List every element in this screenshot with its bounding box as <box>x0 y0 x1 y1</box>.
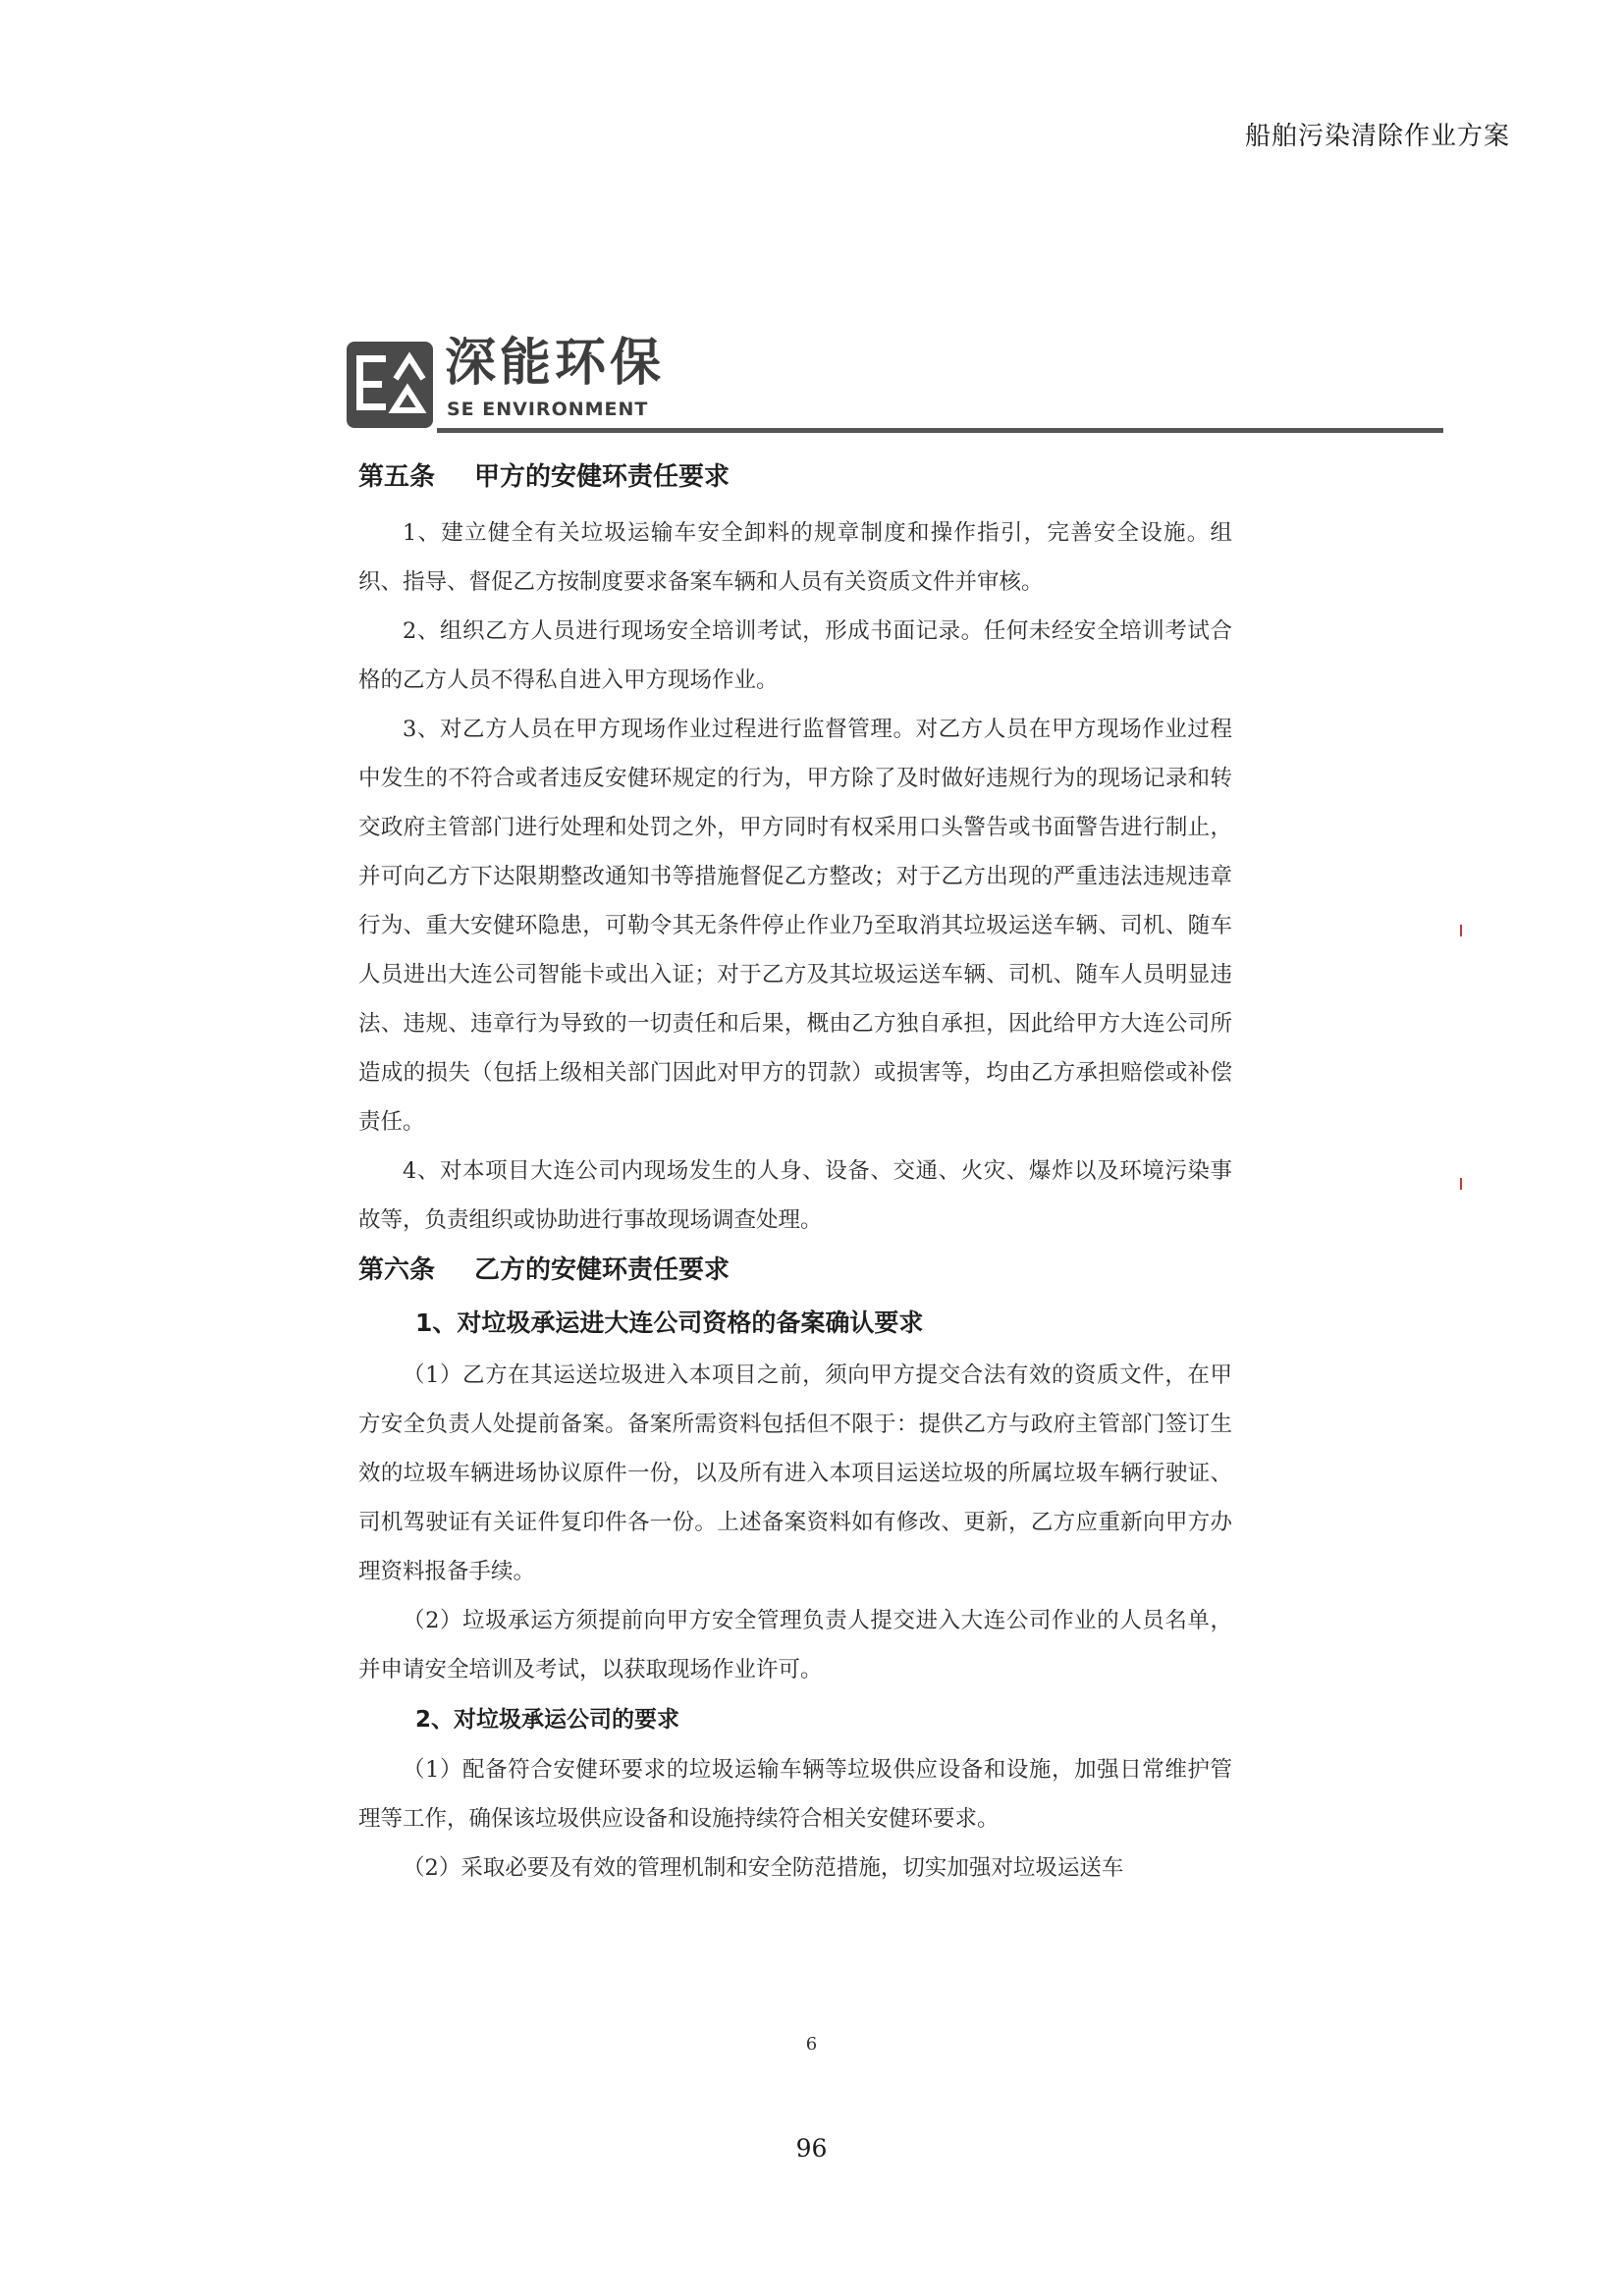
section-2-paragraph-2: （2）采取必要及有效的管理机制和安全防范措施，切实加强对垃圾运送车 <box>403 1855 1124 1881</box>
article-5-paragraph-4: 4、对本项目大连公司内现场发生的人身、设备、交通、火灾、爆炸以及环境污染事故等，负责组织或协助进行事故现场调查处理。 <box>358 1158 1232 1233</box>
running-header: 船舶污染清除作业方案 <box>1244 122 1510 151</box>
se-logo-icon <box>347 342 433 428</box>
logo-name-en: SE ENVIRONMENT <box>447 399 649 420</box>
section-1-paragraph-1: （1）乙方在其运送垃圾进入本项目之前，须向甲方提交合法有效的资质文件，在甲方安全负责人处提前备案。备案所需资料包括但不限于：提供乙方与政府主管部门签订生效的垃圾车辆进场协议原件一份，以及所有进入本项目运送垃圾的所属垃圾车辆行驶证、司机驾驶证有关证件复印件各一份。上述备案资料如有修改、更新，乙方应重新向甲方办理资料报备手续。 <box>358 1362 1232 1584</box>
inner-page-number: 6 <box>805 2034 818 2055</box>
outer-page-number: 96 <box>795 2134 828 2163</box>
section-1-heading: 1、对垃圾承运进大连公司资格的备案确认要求 <box>415 1308 924 1337</box>
section-2-paragraph-1: （1）配备符合安健环要求的垃圾运输车辆等垃圾供应设备和设施，加强日常维护管理等工作，确保该垃圾供应设备和设施持续符合相关安健环要求。 <box>358 1757 1232 1832</box>
article-5-paragraph-1: 1、建立健全有关垃圾运输车安全卸料的规章制度和操作指引，完善安全设施。组织、指导、督促乙方按制度要求备案车辆和人员有关资质文件并审核。 <box>358 520 1232 595</box>
article-6-number: 第六条 <box>358 1255 436 1285</box>
scanned-page <box>339 324 1443 1881</box>
scan-mark <box>1460 925 1462 936</box>
article-6-heading <box>358 1245 1232 1296</box>
article-5-paragraph-2: 2、组织乙方人员进行现场安全培训考试，形成书面记录。任何未经安全培训考试合格的乙方人员不得私自进入甲方现场作业。 <box>358 618 1232 693</box>
section-2-heading: 2、对垃圾承运公司的要求 <box>415 1707 680 1733</box>
scan-mark <box>1460 1178 1462 1190</box>
logo-name-cn: 深能环保 <box>445 334 666 393</box>
article-5-title: 甲方的安健环责任要求 <box>474 462 730 492</box>
article-6-title: 乙方的安健环责任要求 <box>474 1255 730 1285</box>
section-1-paragraph-2: （2）垃圾承运方须提前向甲方安全管理负责人提交进入大连公司作业的人员名单，并申请安全培训及考试，以获取现场作业许可。 <box>358 1608 1232 1682</box>
article-5-number: 第五条 <box>358 462 436 492</box>
document-body <box>358 452 1232 1893</box>
company-logo <box>339 324 1443 432</box>
article-5-heading <box>358 452 1232 503</box>
header-rule <box>437 428 1443 433</box>
article-5-paragraph-3: 3、对乙方人员在甲方现场作业过程进行监督管理。对乙方人员在甲方现场作业过程中发生的不符合或者违反安健环规定的行为，甲方除了及时做好违规行为的现场记录和转交政府主管部门进行处理和处罚之外，甲方同时有权采用口头警告或书面警告进行制止，并可向乙方下达限期整改通知书等措施督促乙方整改；对于乙方出现的严重违法违规违章行为、重大安健环隐患，可勒令其无条件停止作业乃至取消其垃圾运送车辆、司机、随车人员进出大连公司智能卡或出入证；对于乙方及其垃圾运送车辆、司机、随车人员明显违法、违规、违章行为导致的一切责任和后果，概由乙方独自承担，因此给甲方大连公司所造成的损失（包括上级相关部门因此对甲方的罚款）或损害等，均由乙方承担赔偿或补偿责任。 <box>358 717 1232 1135</box>
